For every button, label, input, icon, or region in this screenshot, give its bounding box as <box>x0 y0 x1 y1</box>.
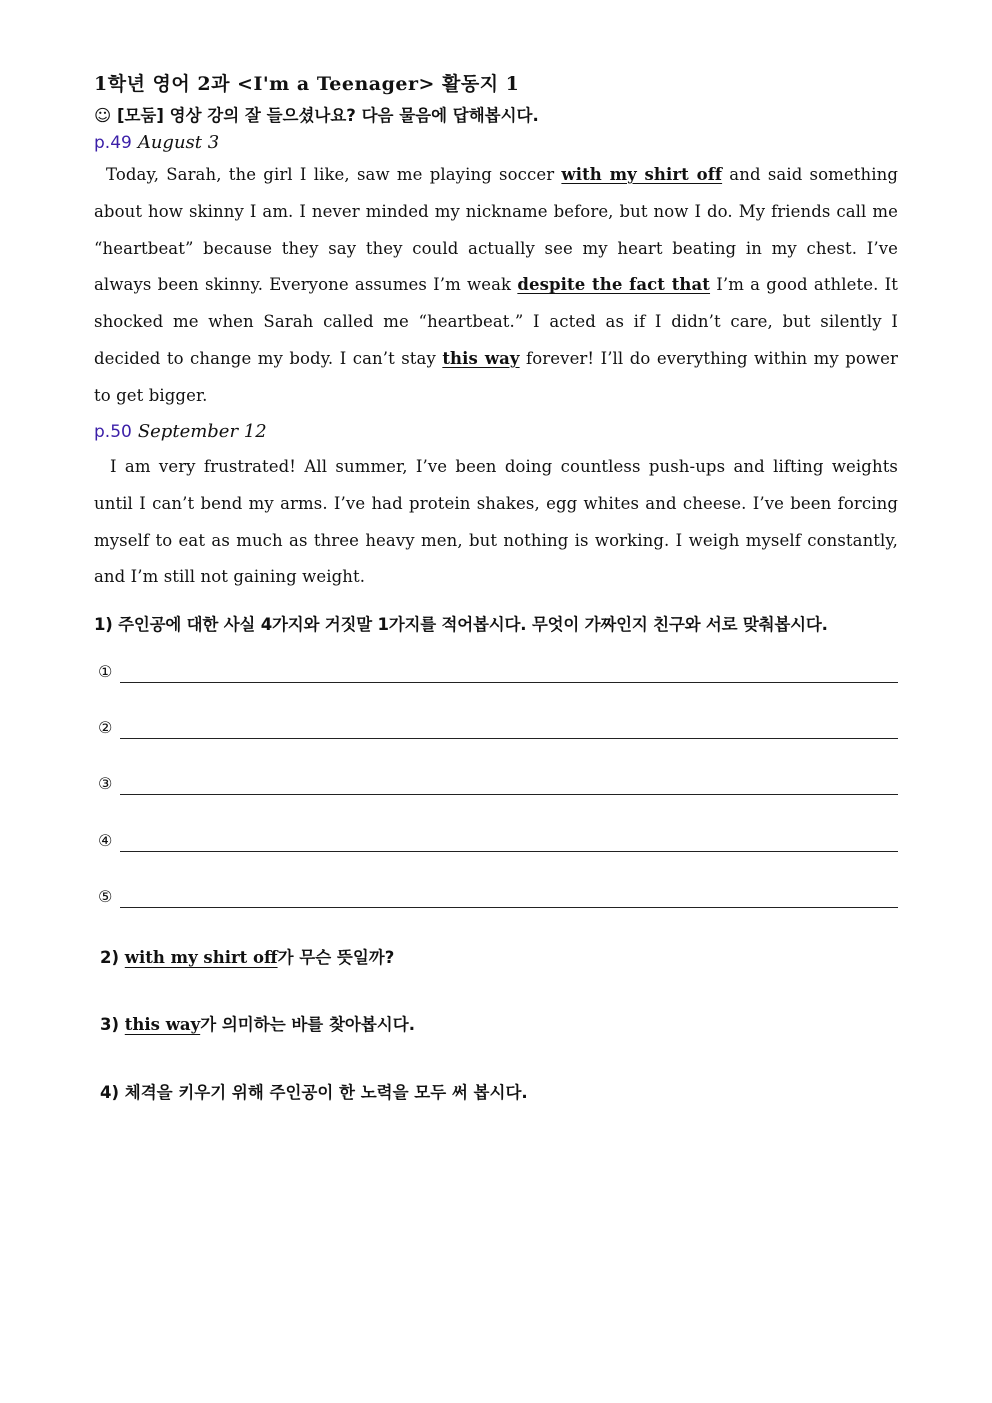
question-text: 가 의미하는 바를 찾아봅시다. <box>200 1015 415 1034</box>
underlined-phrase: with my shirt off <box>124 948 278 967</box>
entry-date: August 3 <box>137 132 220 153</box>
underlined-phrase: this way <box>442 348 520 368</box>
answer-line-4[interactable] <box>98 831 898 855</box>
question-number: 2) <box>100 948 120 967</box>
answer-number: ④ <box>98 831 113 850</box>
underlined-phrase: with my shirt off <box>561 165 723 184</box>
answer-line-2[interactable] <box>98 718 898 742</box>
diary-paragraph <box>94 157 898 415</box>
entry-date: September 12 <box>137 421 267 442</box>
question-1: 1) 주인공에 대한 사실 4가지와 거짓말 1가지를 적어봅시다. 무엇이 가짜인지 친구와 서로 맞춰봅시다. <box>94 615 828 634</box>
answer-line-1[interactable] <box>98 662 898 686</box>
answer-number: ① <box>98 662 113 681</box>
answer-number: ③ <box>98 774 113 793</box>
answer-line-5[interactable] <box>98 887 898 911</box>
blank-line <box>120 794 898 795</box>
worksheet-instruction: ☺ [모둠] 영상 강의 잘 들으셨나요? 다음 물음에 답해봅시다. <box>94 106 539 125</box>
question-2 <box>100 944 394 968</box>
worksheet-title: 1학년 영어 2과 <I'm a Teenager> 활동지 1 <box>94 73 520 95</box>
answer-line-3[interactable] <box>98 774 898 798</box>
answer-number: ② <box>98 718 113 737</box>
page-reference: p.50 <box>94 422 132 442</box>
blank-line <box>120 851 898 852</box>
diary-paragraph: I am very frustrated! All summer, I’ve been doing countless push-ups and lifting weights until I can’t bend my arms. I’ve had protein shakes, egg whites and cheese. I’ve been forcing myself to eat as much as three heavy men, but nothing is working. I weigh myself constantly, and I’m still not gaining weight. <box>94 457 898 587</box>
question-number: 3) <box>100 1015 120 1034</box>
page-reference: p.49 <box>94 133 132 153</box>
question-4: 4) 체격을 키우기 위해 주인공이 한 노력을 모두 써 봅시다. <box>100 1083 528 1102</box>
entry-heading <box>94 421 267 442</box>
answer-number: ⑤ <box>98 887 113 906</box>
blank-line <box>120 682 898 683</box>
text-segment: forever! I’ll do everything within my power to get bigger. <box>94 348 899 405</box>
question-text: 가 무슨 뜻일까? <box>277 948 395 967</box>
text-segment: and said something about how skinny I am. I never minded my nickname before, but now I do. My friends call me “heartbeat” because they say they could actually see my heart beating in my chest. I’ve always been skinny. Everyone assumes I’m weak <box>94 165 898 295</box>
blank-line <box>120 907 898 908</box>
text-segment: Today, Sarah, the girl I like, saw me playing soccer <box>106 165 562 184</box>
blank-line <box>120 738 898 739</box>
underlined-phrase: this way <box>124 1015 201 1034</box>
question-3 <box>100 1011 415 1035</box>
text-segment: I’m a good athlete. It shocked me when Sarah called me “heartbeat.” I acted as if I didn’t care, but silently I decided to change my body. I can’t stay <box>94 275 899 368</box>
underlined-phrase: despite the fact that <box>517 275 711 295</box>
entry-heading <box>94 132 219 153</box>
